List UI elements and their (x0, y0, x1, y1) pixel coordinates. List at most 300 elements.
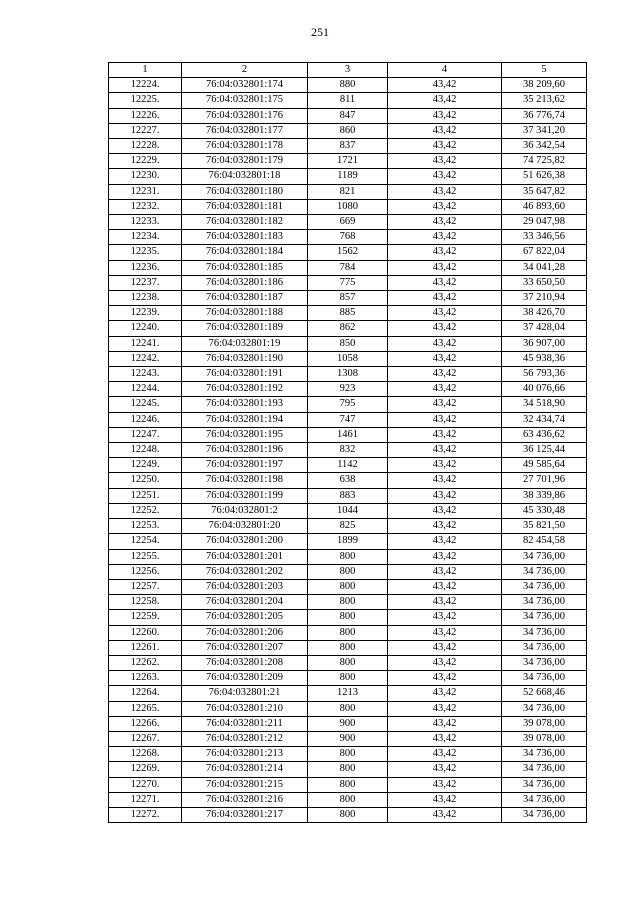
table-row (109, 397, 587, 412)
table-cell: 67 822,04 (502, 245, 587, 260)
table-cell: 12239. (109, 306, 182, 321)
table-cell: 34 736,00 (502, 625, 587, 640)
table-cell: 12263. (109, 671, 182, 686)
table-cell: 37 428,04 (502, 321, 587, 336)
table-cell: 12259. (109, 610, 182, 625)
table-cell: 43,42 (388, 108, 502, 123)
table-cell: 76:04:032801:217 (182, 807, 308, 822)
table-cell: 76:04:032801:215 (182, 777, 308, 792)
table-cell: 12258. (109, 595, 182, 610)
table-cell: 862 (308, 321, 388, 336)
table-cell: 800 (308, 777, 388, 792)
table-row (109, 640, 587, 655)
table-cell: 12254. (109, 534, 182, 549)
table-cell: 12234. (109, 230, 182, 245)
table-cell: 76:04:032801:175 (182, 93, 308, 108)
table-cell: 34 736,00 (502, 595, 587, 610)
table-cell: 34 736,00 (502, 579, 587, 594)
table-cell: 76:04:032801:181 (182, 199, 308, 214)
table-cell: 34 736,00 (502, 640, 587, 655)
table-cell: 76:04:032801:216 (182, 792, 308, 807)
table-cell: 43,42 (388, 336, 502, 351)
table-row (109, 473, 587, 488)
table-cell: 43,42 (388, 275, 502, 290)
table-cell: 775 (308, 275, 388, 290)
table-cell: 12256. (109, 564, 182, 579)
table-cell: 800 (308, 655, 388, 670)
table-cell: 12225. (109, 93, 182, 108)
table-cell: 800 (308, 579, 388, 594)
table-cell: 12240. (109, 321, 182, 336)
table-cell: 43,42 (388, 321, 502, 336)
table-cell: 76:04:032801:188 (182, 306, 308, 321)
table-cell: 43,42 (388, 503, 502, 518)
table-cell: 43,42 (388, 625, 502, 640)
table-cell: 800 (308, 564, 388, 579)
table-cell: 1899 (308, 534, 388, 549)
table-row (109, 291, 587, 306)
table-row (109, 686, 587, 701)
table-cell: 12232. (109, 199, 182, 214)
table-cell: 43,42 (388, 595, 502, 610)
table-cell: 1562 (308, 245, 388, 260)
table-cell: 46 893,60 (502, 199, 587, 214)
table-cell: 12253. (109, 519, 182, 534)
table-cell: 860 (308, 123, 388, 138)
table-cell: 12248. (109, 443, 182, 458)
table-row (109, 519, 587, 534)
table-cell: 45 330,48 (502, 503, 587, 518)
column-header: 4 (388, 63, 502, 78)
table-cell: 1142 (308, 458, 388, 473)
table-cell: 76:04:032801:195 (182, 427, 308, 442)
table-cell: 76:04:032801:180 (182, 184, 308, 199)
table-row (109, 625, 587, 640)
table-row (109, 503, 587, 518)
table-cell: 43,42 (388, 306, 502, 321)
table-cell: 800 (308, 640, 388, 655)
table-cell: 12242. (109, 351, 182, 366)
table-cell: 32 434,74 (502, 412, 587, 427)
table-cell: 43,42 (388, 473, 502, 488)
table-cell: 76:04:032801:198 (182, 473, 308, 488)
table-cell: 43,42 (388, 701, 502, 716)
table-row (109, 762, 587, 777)
table-cell: 76:04:032801:203 (182, 579, 308, 594)
table-row (109, 260, 587, 275)
table-cell: 883 (308, 488, 388, 503)
table-cell: 847 (308, 108, 388, 123)
table-cell: 34 041,28 (502, 260, 587, 275)
table-cell: 800 (308, 549, 388, 564)
table-row (109, 595, 587, 610)
table-cell: 43,42 (388, 686, 502, 701)
table-cell: 43,42 (388, 199, 502, 214)
table-cell: 43,42 (388, 777, 502, 792)
table-cell: 43,42 (388, 139, 502, 154)
column-header: 3 (308, 63, 388, 78)
table-row (109, 336, 587, 351)
page-number: 251 (311, 25, 329, 39)
table-cell: 12261. (109, 640, 182, 655)
table-cell: 12243. (109, 367, 182, 382)
table-row (109, 716, 587, 731)
table-cell: 825 (308, 519, 388, 534)
table-cell: 1213 (308, 686, 388, 701)
header-row (109, 63, 587, 78)
table-cell: 76:04:032801:190 (182, 351, 308, 366)
table-cell: 1058 (308, 351, 388, 366)
table-cell: 43,42 (388, 215, 502, 230)
table-cell: 43,42 (388, 427, 502, 442)
table-cell: 800 (308, 792, 388, 807)
table-cell: 34 518,90 (502, 397, 587, 412)
table-cell: 43,42 (388, 458, 502, 473)
table-cell: 1044 (308, 503, 388, 518)
table-row (109, 321, 587, 336)
table-row (109, 412, 587, 427)
table-cell: 795 (308, 397, 388, 412)
table-row (109, 610, 587, 625)
table-cell: 76:04:032801:202 (182, 564, 308, 579)
table-cell: 811 (308, 93, 388, 108)
table-cell: 76:04:032801:208 (182, 655, 308, 670)
table-cell: 34 736,00 (502, 807, 587, 822)
table-cell: 885 (308, 306, 388, 321)
table-cell: 76:04:032801:193 (182, 397, 308, 412)
table-cell: 34 736,00 (502, 610, 587, 625)
table-row (109, 777, 587, 792)
table-cell: 43,42 (388, 671, 502, 686)
table-cell: 12237. (109, 275, 182, 290)
table-row (109, 78, 587, 93)
table-cell: 1080 (308, 199, 388, 214)
table-cell: 76:04:032801:187 (182, 291, 308, 306)
table-cell: 43,42 (388, 93, 502, 108)
table-cell: 76:04:032801:210 (182, 701, 308, 716)
table-cell: 1308 (308, 367, 388, 382)
table-cell: 43,42 (388, 245, 502, 260)
table-cell: 43,42 (388, 351, 502, 366)
table-row (109, 731, 587, 746)
table-cell: 768 (308, 230, 388, 245)
table-cell: 34 736,00 (502, 549, 587, 564)
table-cell: 76:04:032801:201 (182, 549, 308, 564)
table-row (109, 215, 587, 230)
table-row (109, 93, 587, 108)
table-cell: 76:04:032801:209 (182, 671, 308, 686)
table-cell: 43,42 (388, 747, 502, 762)
table-cell: 1461 (308, 427, 388, 442)
table-cell: 76:04:032801:21 (182, 686, 308, 701)
table-row (109, 154, 587, 169)
table-cell: 27 701,96 (502, 473, 587, 488)
table-cell: 43,42 (388, 260, 502, 275)
table-row (109, 382, 587, 397)
table-row (109, 564, 587, 579)
table-cell: 74 725,82 (502, 154, 587, 169)
table-cell: 12236. (109, 260, 182, 275)
table-cell: 51 626,38 (502, 169, 587, 184)
table-cell: 800 (308, 595, 388, 610)
table-cell: 12231. (109, 184, 182, 199)
table-cell: 12251. (109, 488, 182, 503)
table-cell: 669 (308, 215, 388, 230)
table-cell: 12260. (109, 625, 182, 640)
table-cell: 12230. (109, 169, 182, 184)
table-cell: 37 341,20 (502, 123, 587, 138)
table-cell: 850 (308, 336, 388, 351)
table-cell: 76:04:032801:177 (182, 123, 308, 138)
table-cell: 76:04:032801:186 (182, 275, 308, 290)
table-cell: 900 (308, 716, 388, 731)
table-cell: 76:04:032801:179 (182, 154, 308, 169)
table-cell: 12252. (109, 503, 182, 518)
table-cell: 43,42 (388, 731, 502, 746)
table-row (109, 792, 587, 807)
table-row (109, 306, 587, 321)
table-cell: 43,42 (388, 792, 502, 807)
table-cell: 12244. (109, 382, 182, 397)
table-cell: 12265. (109, 701, 182, 716)
table-cell: 76:04:032801:189 (182, 321, 308, 336)
table-row (109, 747, 587, 762)
table-row (109, 245, 587, 260)
table-cell: 880 (308, 78, 388, 93)
table-cell: 36 342,54 (502, 139, 587, 154)
table-cell: 12267. (109, 731, 182, 746)
table-cell: 43,42 (388, 640, 502, 655)
table-cell: 12257. (109, 579, 182, 594)
table-body (109, 78, 587, 823)
table-cell: 43,42 (388, 716, 502, 731)
table-cell: 76:04:032801:200 (182, 534, 308, 549)
table-cell: 37 210,94 (502, 291, 587, 306)
table-cell: 76:04:032801:191 (182, 367, 308, 382)
table-row (109, 184, 587, 199)
table-cell: 821 (308, 184, 388, 199)
table-cell: 76:04:032801:199 (182, 488, 308, 503)
column-header: 1 (109, 63, 182, 78)
table-row (109, 169, 587, 184)
table-cell: 63 436,62 (502, 427, 587, 442)
table-cell: 43,42 (388, 579, 502, 594)
table-cell: 43,42 (388, 534, 502, 549)
table-cell: 43,42 (388, 230, 502, 245)
table-cell: 40 076,66 (502, 382, 587, 397)
table-cell: 43,42 (388, 291, 502, 306)
table-cell: 33 346,56 (502, 230, 587, 245)
table-cell: 76:04:032801:207 (182, 640, 308, 655)
table-cell: 38 209,60 (502, 78, 587, 93)
table-row (109, 230, 587, 245)
table-cell: 76:04:032801:182 (182, 215, 308, 230)
table-cell: 43,42 (388, 610, 502, 625)
table-cell: 12226. (109, 108, 182, 123)
table-cell: 1189 (308, 169, 388, 184)
table-cell: 52 668,46 (502, 686, 587, 701)
table-row (109, 488, 587, 503)
table-cell: 76:04:032801:196 (182, 443, 308, 458)
table-cell: 12249. (109, 458, 182, 473)
table-cell: 12264. (109, 686, 182, 701)
table-cell: 34 736,00 (502, 762, 587, 777)
table-cell: 43,42 (388, 443, 502, 458)
table-cell: 39 078,00 (502, 716, 587, 731)
column-header: 2 (182, 63, 308, 78)
table-cell: 12262. (109, 655, 182, 670)
table-cell: 43,42 (388, 488, 502, 503)
table-cell: 12246. (109, 412, 182, 427)
table-cell: 34 736,00 (502, 777, 587, 792)
table-cell: 12250. (109, 473, 182, 488)
table-cell: 76:04:032801:194 (182, 412, 308, 427)
table-row (109, 579, 587, 594)
table-cell: 76:04:032801:178 (182, 139, 308, 154)
table-row (109, 427, 587, 442)
table-cell: 36 125,44 (502, 443, 587, 458)
table-cell: 12272. (109, 807, 182, 822)
table-cell: 43,42 (388, 762, 502, 777)
table-cell: 76:04:032801:192 (182, 382, 308, 397)
table-cell: 43,42 (388, 549, 502, 564)
table-cell: 12233. (109, 215, 182, 230)
table-cell: 43,42 (388, 519, 502, 534)
table-cell: 12247. (109, 427, 182, 442)
table-cell: 49 585,64 (502, 458, 587, 473)
table-cell: 12224. (109, 78, 182, 93)
table-cell: 34 736,00 (502, 792, 587, 807)
table-row (109, 534, 587, 549)
table-cell: 12271. (109, 792, 182, 807)
table-cell: 900 (308, 731, 388, 746)
table-cell: 837 (308, 139, 388, 154)
table-cell: 76:04:032801:205 (182, 610, 308, 625)
data-table (108, 62, 587, 823)
table-cell: 800 (308, 671, 388, 686)
table-row (109, 655, 587, 670)
table-cell: 43,42 (388, 382, 502, 397)
table-cell: 800 (308, 762, 388, 777)
table-cell: 784 (308, 260, 388, 275)
table-cell: 34 736,00 (502, 671, 587, 686)
table-cell: 76:04:032801:214 (182, 762, 308, 777)
table-cell: 43,42 (388, 78, 502, 93)
table-cell: 76:04:032801:184 (182, 245, 308, 260)
table-cell: 36 776,74 (502, 108, 587, 123)
table-row (109, 671, 587, 686)
table-cell: 43,42 (388, 367, 502, 382)
table-cell: 857 (308, 291, 388, 306)
table-cell: 76:04:032801:18 (182, 169, 308, 184)
table-cell: 43,42 (388, 655, 502, 670)
table-cell: 43,42 (388, 564, 502, 579)
table-cell: 35 821,50 (502, 519, 587, 534)
table-cell: 43,42 (388, 184, 502, 199)
table-cell: 34 736,00 (502, 564, 587, 579)
table-cell: 82 454,58 (502, 534, 587, 549)
table-cell: 747 (308, 412, 388, 427)
table-cell: 12238. (109, 291, 182, 306)
table-cell: 76:04:032801:212 (182, 731, 308, 746)
table-cell: 12266. (109, 716, 182, 731)
table-cell: 800 (308, 747, 388, 762)
table-cell: 800 (308, 625, 388, 640)
table-row (109, 549, 587, 564)
table-cell: 43,42 (388, 154, 502, 169)
table-cell: 12270. (109, 777, 182, 792)
table-cell: 38 426,70 (502, 306, 587, 321)
table-cell: 923 (308, 382, 388, 397)
table-cell: 33 650,50 (502, 275, 587, 290)
table-cell: 35 213,62 (502, 93, 587, 108)
table-cell: 12235. (109, 245, 182, 260)
table-row (109, 139, 587, 154)
table-cell: 39 078,00 (502, 731, 587, 746)
table-row (109, 108, 587, 123)
table-row (109, 443, 587, 458)
table-cell: 12229. (109, 154, 182, 169)
table-cell: 800 (308, 807, 388, 822)
table-cell: 12268. (109, 747, 182, 762)
table-cell: 34 736,00 (502, 747, 587, 762)
table-cell: 800 (308, 701, 388, 716)
table-cell: 76:04:032801:204 (182, 595, 308, 610)
table-row (109, 701, 587, 716)
table-cell: 56 793,36 (502, 367, 587, 382)
table-cell: 35 647,82 (502, 184, 587, 199)
table-cell: 76:04:032801:197 (182, 458, 308, 473)
table-cell: 76:04:032801:176 (182, 108, 308, 123)
table-cell: 76:04:032801:213 (182, 747, 308, 762)
table-cell: 76:04:032801:19 (182, 336, 308, 351)
table-cell: 76:04:032801:206 (182, 625, 308, 640)
table-cell: 76:04:032801:2 (182, 503, 308, 518)
table-row (109, 275, 587, 290)
table-cell: 36 907,00 (502, 336, 587, 351)
table-cell: 76:04:032801:211 (182, 716, 308, 731)
table-cell: 12228. (109, 139, 182, 154)
table-cell: 1721 (308, 154, 388, 169)
table-cell: 76:04:032801:174 (182, 78, 308, 93)
table-cell: 12241. (109, 336, 182, 351)
table-cell: 12245. (109, 397, 182, 412)
table-cell: 34 736,00 (502, 655, 587, 670)
table-cell: 45 938,36 (502, 351, 587, 366)
table-cell: 43,42 (388, 169, 502, 184)
table-cell: 638 (308, 473, 388, 488)
table-cell: 76:04:032801:183 (182, 230, 308, 245)
table-cell: 43,42 (388, 397, 502, 412)
table-cell: 12227. (109, 123, 182, 138)
table-cell: 832 (308, 443, 388, 458)
table-cell: 29 047,98 (502, 215, 587, 230)
table-row (109, 458, 587, 473)
table-cell: 12269. (109, 762, 182, 777)
table-cell: 34 736,00 (502, 701, 587, 716)
table-row (109, 807, 587, 822)
table-cell: 12255. (109, 549, 182, 564)
table-row (109, 351, 587, 366)
table-cell: 76:04:032801:20 (182, 519, 308, 534)
table-row (109, 199, 587, 214)
table-row (109, 367, 587, 382)
table-cell: 43,42 (388, 412, 502, 427)
table-cell: 43,42 (388, 807, 502, 822)
table-cell: 76:04:032801:185 (182, 260, 308, 275)
table-cell: 38 339,86 (502, 488, 587, 503)
table-cell: 43,42 (388, 123, 502, 138)
